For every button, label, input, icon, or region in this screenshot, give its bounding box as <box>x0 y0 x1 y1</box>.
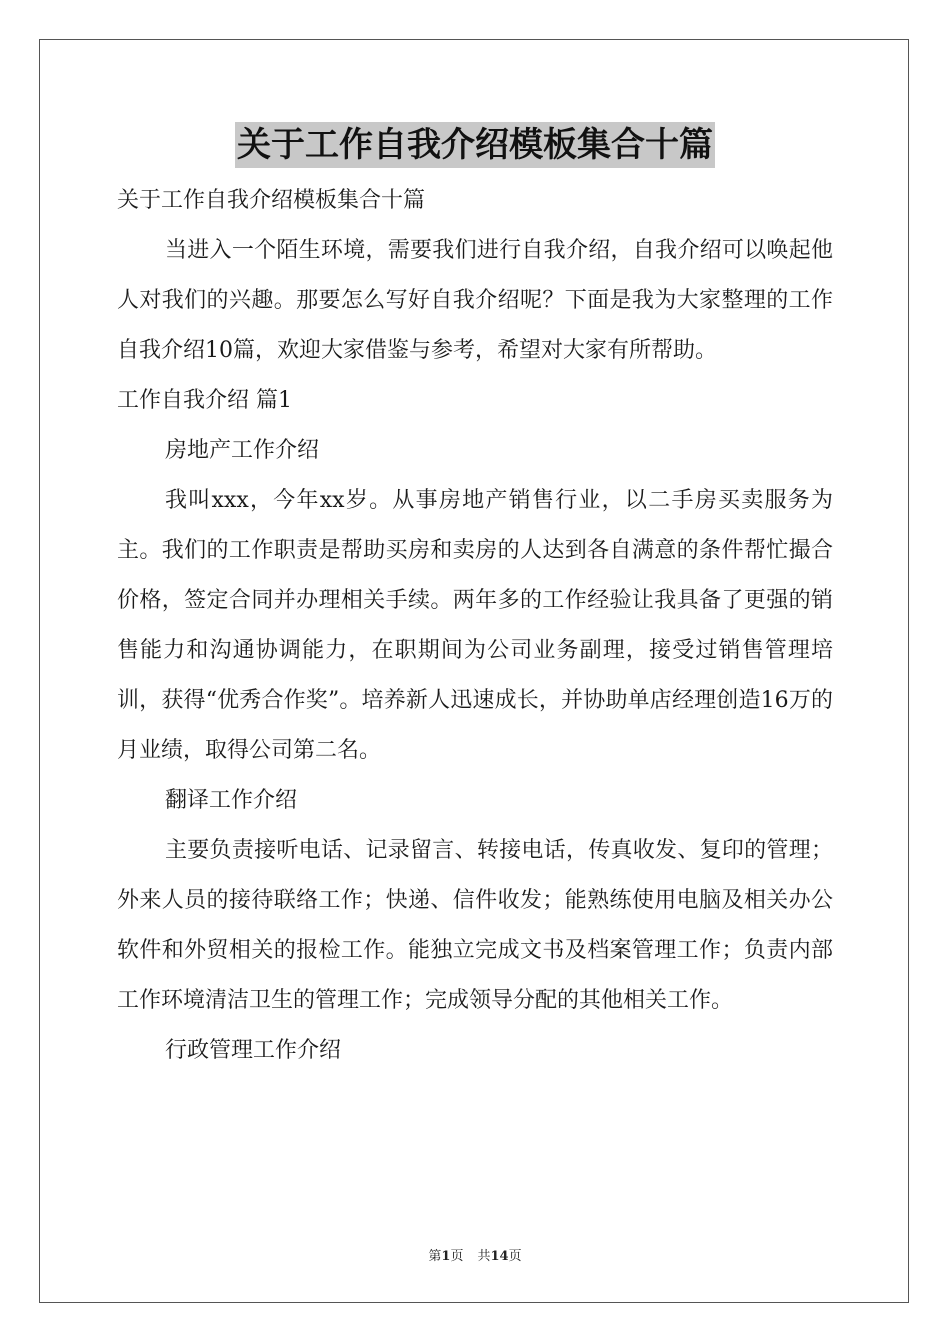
section-heading: 工作自我介绍 篇1 <box>117 388 292 413</box>
document-body <box>117 176 833 1076</box>
title-container <box>0 122 950 168</box>
page-number: 1 <box>441 1249 451 1264</box>
body-paragraph: 我叫xxx，今年xx岁。从事房地产销售行业，以二手房买卖服务为主。我们的工作职责是帮助买房和卖房的人达到各自满意的条件帮忙撮合价格，签定合同并办理相关手续。两年多的工作经验让我具备了更强的销售能力和沟通协调能力，在职期间为公司业务副理，接受过销售管理培训，获得“优秀合作奖”。培养新人迅速成长，并协助单店经理创造16万的月业绩，取得公司第二名。 <box>117 488 833 763</box>
total-prefix: 共 <box>477 1249 491 1264</box>
subsection-heading: 行政管理工作介绍 <box>165 1038 342 1063</box>
subsection-heading: 房地产工作介绍 <box>165 438 320 463</box>
total-pages: 14 <box>490 1249 509 1264</box>
body-paragraph: 主要负责接听电话、记录留言、转接电话，传真收发、复印的管理；外来人员的接待联络工作；快递、信件收发；能熟练使用电脑及相关办公软件和外贸相关的报检工作。能独立完成文书及档案管理工作；负责内部工作环境清洁卫生的管理工作；完成领导分配的其他相关工作。 <box>117 838 833 1013</box>
body-paragraph: 当进入一个陌生环境，需要我们进行自我介绍，自我介绍可以唤起他人对我们的兴趣。那要怎么写好自我介绍呢？下面是我为大家整理的工作自我介绍10篇，欢迎大家借鉴与参考，希望对大家有所帮助。 <box>117 238 833 363</box>
subsection-heading: 翻译工作介绍 <box>165 788 298 813</box>
page-prefix: 第 <box>428 1249 442 1264</box>
page-footer <box>0 1248 950 1266</box>
body-paragraph: 关于工作自我介绍模板集合十篇 <box>117 188 426 213</box>
document-title: 关于工作自我介绍模板集合十篇 <box>235 122 715 168</box>
total-suffix: 页 <box>508 1249 522 1264</box>
page-suffix: 页 <box>450 1249 464 1264</box>
